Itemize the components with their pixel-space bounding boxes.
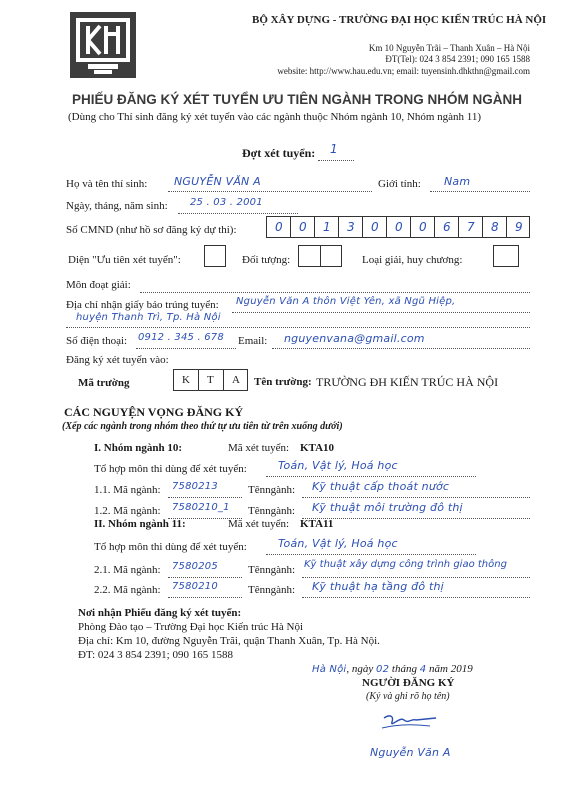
gender-label: Giới tính:	[378, 178, 421, 190]
name-value[interactable]: NGUYỄN VĂN A	[174, 175, 261, 188]
sign-month[interactable]: 4	[419, 664, 427, 675]
id-digit: 0	[371, 220, 379, 234]
priority-box[interactable]	[204, 245, 226, 267]
phone-label: Số điện thoại:	[66, 335, 128, 347]
sign-day[interactable]: 02	[376, 664, 390, 675]
email-label: Email:	[238, 335, 268, 347]
signer-title: NGƯỜI ĐĂNG KÝ	[362, 677, 455, 689]
row-index: 1.1. Mã ngành:	[94, 484, 161, 496]
name-label: Họ và tên thí sinh:	[66, 178, 148, 190]
form-subtitle: (Dùng cho Thí sinh đăng ký xét tuyển vào các ngành thuộc Nhóm ngành 10, Nhóm ngành 11)	[68, 111, 482, 123]
dob-value[interactable]: 25 . 03 . 2001	[190, 197, 263, 208]
header-phone: ĐT(Tel): 024 3 854 2391; 090 165 1588	[385, 54, 530, 64]
group1-combo-label: Tổ hợp môn thi dùng để xét tuyển:	[94, 463, 247, 475]
id-digit: 0	[419, 220, 427, 234]
group1-code: KTA10	[300, 442, 335, 454]
id-digit: 0	[395, 220, 403, 234]
addr-line1[interactable]: Nguyễn Văn A thôn Việt Yên, xã Ngũ Hiệp,	[236, 296, 456, 307]
group1-label: I. Nhóm ngành 10:	[94, 442, 183, 454]
header-org: BỘ XÂY DỰNG - TRƯỜNG ĐẠI HỌC KIẾN TRÚC HÀ NỘI	[252, 14, 547, 26]
group1-combo[interactable]: Toán, Vật lý, Hoá học	[278, 459, 398, 472]
addr-label: Địa chỉ nhận giấy báo trúng tuyển:	[66, 299, 219, 311]
logo	[70, 12, 136, 78]
header-address: Km 10 Nguyễn Trãi – Thanh Xuân – Hà Nội	[368, 43, 530, 53]
major-code[interactable]: 7580205	[172, 561, 218, 572]
sign-date-pre: , ngày	[346, 663, 374, 675]
id-digit: 0	[299, 220, 307, 234]
form-title: PHIẾU ĐĂNG KÝ XÉT TUYỂN ƯU TIÊN NGÀNH TRONG NHÓM NGÀNH	[72, 92, 522, 107]
id-digit: 6	[443, 220, 451, 234]
major-code[interactable]: 7580210	[172, 581, 218, 592]
group2-combo[interactable]: Toán, Vật lý, Hoá học	[278, 537, 398, 550]
signer-note: (Ký và ghi rõ họ tên)	[366, 691, 450, 702]
group2-code-label: Mã xét tuyển:	[228, 518, 290, 530]
receiver-line3: ĐT: 024 3 854 2391; 090 165 1588	[78, 649, 233, 661]
id-label: Số CMND (như hồ sơ đăng ký dự thi):	[66, 224, 237, 236]
header-web: website: http://www.hau.edu.vn; email: tuyensinh.dhkthn@gmail.com	[277, 66, 530, 76]
sign-date-line	[312, 663, 473, 675]
major-name-label: Tênngành:	[248, 484, 296, 496]
major-name-label: Tênngành:	[248, 584, 296, 596]
wishes-note: (Xếp các ngành trong nhóm theo thứ tự ưu tiên từ trên xuống dưới)	[62, 421, 343, 432]
major-name[interactable]: Kỹ thuật cấp thoát nước	[312, 480, 450, 493]
register-label: Đăng ký xét tuyển vào:	[66, 354, 169, 366]
receiver-line1: Phòng Đào tạo – Trường Đại học Kiến trúc Hà Nội	[78, 621, 304, 633]
row-index: 1.2. Mã ngành:	[94, 505, 161, 517]
major-code[interactable]: 7580213	[172, 481, 218, 492]
priority-label: Diện "Ưu tiên xét tuyển":	[68, 254, 181, 266]
major-name[interactable]: Kỹ thuật môi trường đô thị	[312, 501, 463, 514]
id-digit: 8	[491, 220, 499, 234]
major-name-label: Tênngành:	[248, 505, 296, 517]
major-name[interactable]: Kỹ thuật xây dựng công trình giao thông	[304, 559, 507, 570]
dob-label: Ngày, tháng, năm sinh:	[66, 200, 168, 212]
id-digit: 9	[515, 220, 523, 234]
signature-scribble	[380, 708, 440, 734]
award-label: Loại giải, huy chương:	[362, 254, 463, 266]
phone-value[interactable]: 0912 . 345 . 678	[138, 332, 224, 343]
receiver-heading: Nơi nhận Phiếu đăng ký xét tuyển:	[78, 607, 242, 619]
school-name-label: Tên trường:	[254, 376, 312, 388]
sign-place[interactable]: Hà Nội	[312, 664, 347, 675]
round-value: 1	[330, 142, 338, 156]
id-number-boxes[interactable]	[266, 216, 530, 238]
school-code-char: T	[207, 374, 214, 386]
id-digit: 7	[467, 220, 475, 234]
award-box[interactable]	[493, 245, 519, 267]
major-name[interactable]: Kỹ thuật hạ tầng đô thị	[312, 580, 444, 593]
school-code-char: A	[232, 374, 240, 386]
target-label: Đối tượng:	[242, 254, 291, 266]
round-label: Đợt xét tuyển:	[242, 146, 316, 160]
receiver-line2: Địa chỉ: Km 10, đường Nguyễn Trãi, quận Thanh Xuân, Tp. Hà Nội.	[78, 635, 380, 647]
school-code-char: K	[182, 374, 190, 386]
school-name: TRƯỜNG ĐH KIẾN TRÚC HÀ NỘI	[316, 375, 499, 389]
row-index: 2.1. Mã ngành:	[94, 564, 161, 576]
group2-code: KTA11	[300, 518, 334, 530]
id-digit: 3	[347, 220, 355, 234]
subject-label: Môn đoạt giải:	[66, 279, 131, 291]
group2-combo-label: Tổ hợp môn thi dùng để xét tuyển:	[94, 541, 247, 553]
row-index: 2.2. Mã ngành:	[94, 584, 161, 596]
major-name-label: Tênngành:	[248, 564, 296, 576]
group1-code-label: Mã xét tuyển:	[228, 442, 290, 454]
gender-value[interactable]: Nam	[444, 175, 471, 188]
target-box[interactable]	[298, 245, 342, 267]
school-code-boxes[interactable]	[173, 369, 248, 391]
wishes-heading: CÁC NGUYỆN VỌNG ĐĂNG KÝ	[64, 405, 244, 419]
id-digit: 1	[323, 220, 331, 234]
school-code-label: Mã trường	[78, 377, 130, 389]
sign-month-pre: tháng	[391, 663, 417, 675]
signed-name: Nguyễn Văn A	[370, 746, 451, 759]
email-value[interactable]: nguyenvana@gmail.com	[284, 332, 425, 345]
major-code[interactable]: 7580210_1	[172, 502, 230, 513]
group2-label: II. Nhóm ngành 11:	[94, 518, 186, 530]
id-digit: 0	[275, 220, 283, 234]
sign-year-pre: năm 2019	[429, 663, 473, 675]
addr-line2[interactable]: huyện Thanh Trì, Tp. Hà Nội	[76, 312, 221, 323]
